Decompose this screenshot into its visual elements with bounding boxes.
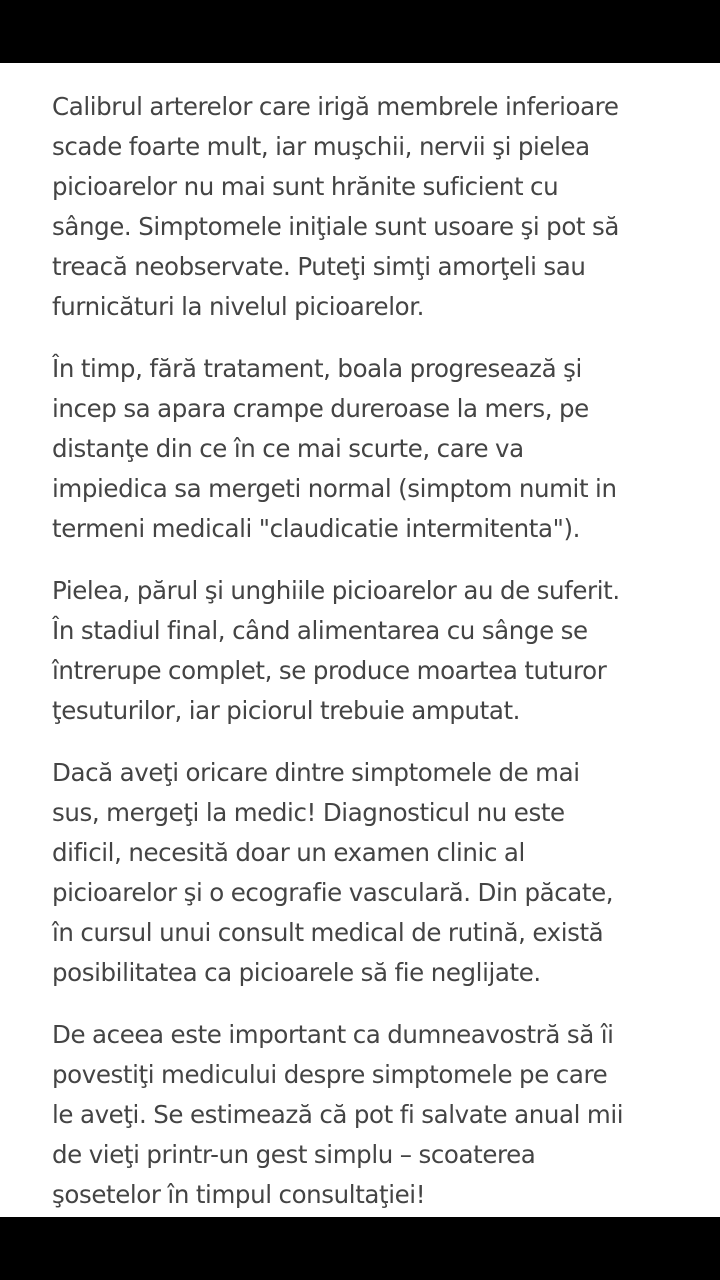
bottom-black-bar: [0, 1217, 720, 1280]
article-paragraph: Pielea, părul şi unghiile picioarelor au de suferit. În stadiul final, când alimentarea cu sânge se întrerupe complet, se produce moartea tuturor ţesuturilor, iar piciorul trebuie amputat.: [52, 576, 620, 725]
article-paragraph: Dacă aveţi oricare dintre simptomele de mai sus, mergeţi la medic! Diagnosticul nu este dificil, necesită doar un examen clinic al picioarelor şi o ecografie vasculară. Din păcate, în cursul unui consult medical de rutină, există posibilitatea ca picioarele să fie neglijate.: [52, 758, 614, 987]
article-paragraph: În timp, fără tratament, boala progresează şi incep sa apara crampe dureroase la mers, pe distanţe din ce în ce mai scurte, care va impiedica sa mergeti normal (simptom numit in termeni medicali "claudicatie intermitenta").: [52, 354, 617, 543]
article-paragraph: Calibrul arterelor care irigă membrele inferioare scade foarte mult, iar muşchii, nervii şi pielea picioarelor nu mai sunt hrănite suficient cu sânge. Simptomele iniţiale sunt usoare şi pot să treacă neobservate. Puteţi simţi amorţeli sau furnicături la nivelul picioarelor.: [52, 92, 619, 321]
article-paragraph: De aceea este important ca dumneavostră să îi povestiţi medicului despre simptomele pe care le aveţi. Se estimează că pot fi salvate anual mii de vieţi printr-un gest simplu – scoaterea şosetelor în timpul consultaţiei!: [52, 1020, 624, 1209]
article-body[interactable]: [0, 63, 720, 1217]
top-black-bar: [0, 0, 720, 63]
